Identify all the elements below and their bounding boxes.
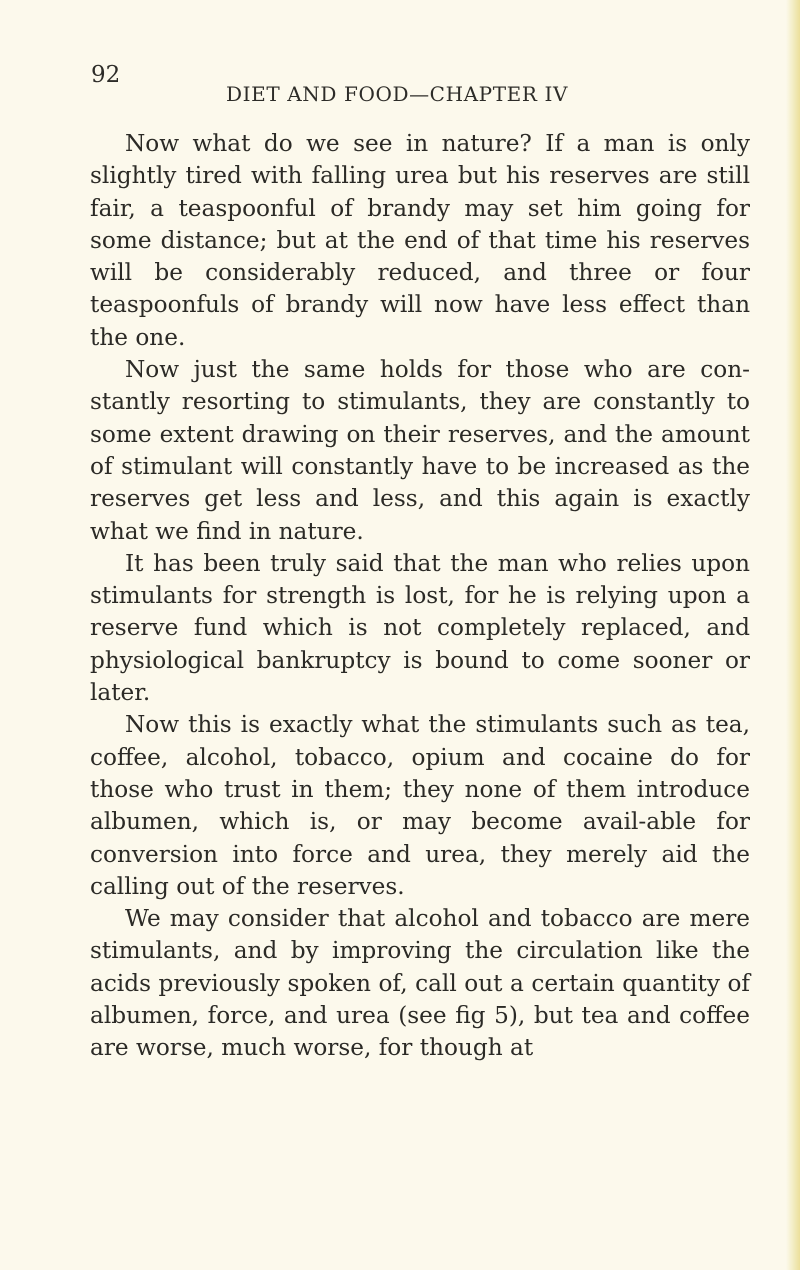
paragraph: Now just the same holds for those who are con-stantly resorting to stimulants, they are constantly to some extent drawing on their reserves, and the amount of stimulant will constantly have to be increased as the reserves get less and less, and this again is exactly what we find in nature. xyxy=(90,356,750,545)
paragraph: Now this is exactly what the stimulants such as tea, coffee, alcohol, tobacco, opium and cocaine do for those who trust in them; they none of them introduce albumen, which is, or may become avail-able for conversion into force and urea, they merely aid the calling out of the reserves. xyxy=(90,711,750,900)
paragraph: We may consider that alcohol and tobacco are mere stimulants, and by improving the circulation like the acids previously spoken of, call out a certain quantity of albumen, force, and urea (see fig 5), but tea and coffee are worse, much worse, for though at xyxy=(90,905,750,1062)
paragraph: It has been truly said that the man who relies upon stimulants for strength is lost, for he is relying upon a reserve fund which is not completely replaced, and physiological bankruptcy is bound to come sooner or later. xyxy=(90,549,750,707)
paragraph: Now what do we see in nature? If a man is only slightly tired with falling urea but his reserves are still fair, a teaspoonful of brandy may set him going for some distance; but at the end of that time his reserves will be considerably reduced, and three or four teaspoonfuls of brandy will now have less effect than the one. xyxy=(90,130,750,351)
page-edge-shadow xyxy=(786,0,800,1270)
page-number: 92 xyxy=(91,62,121,88)
body-text xyxy=(90,128,750,1065)
running-head: DIET AND FOOD—CHAPTER IV xyxy=(226,82,569,106)
